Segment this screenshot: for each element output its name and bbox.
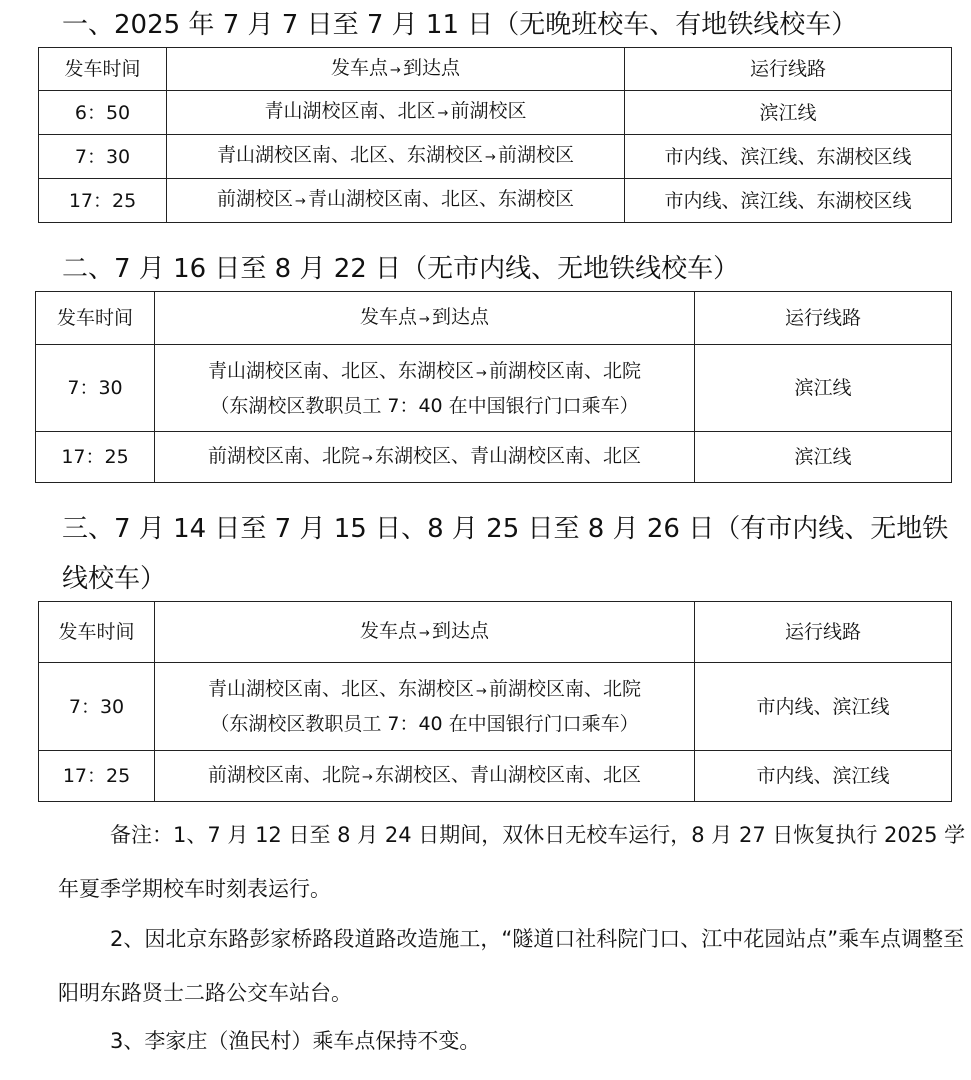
header-from-to: 发车点 → 到达点 [167, 48, 625, 91]
departure-time: 7：30 [39, 135, 167, 179]
header-from-to: 发车点 → 到达点 [155, 602, 695, 663]
departure-time: 17：25 [39, 179, 167, 223]
route: 滨江线 [625, 91, 952, 135]
note-3: 3、李家庄（渔民村）乘车点保持不变。 [110, 1029, 481, 1053]
staff-note: （东湖校区教职员工 7：40 在中国银行门口乘车） [210, 713, 639, 735]
from-to: 前湖校区南、北院 → 东湖校区、青山湖校区南、北区 [155, 751, 695, 802]
departure-time: 6：50 [39, 91, 167, 135]
table-row [39, 91, 952, 135]
section-2-title: 二、7 月 16 日至 8 月 22 日（无市内线、无地铁线校车） [62, 254, 740, 284]
from-to: 前湖校区南、北院 → 东湖校区、青山湖校区南、北区 [155, 432, 695, 483]
route: 滨江线 [695, 345, 952, 432]
header-time: 发车时间 [39, 48, 167, 91]
route: 滨江线 [695, 432, 952, 483]
from-to: 前湖校区 → 青山湖校区南、北区、东湖校区 [167, 179, 625, 223]
table-row [36, 345, 952, 432]
table-row [39, 135, 952, 179]
table-header-row [39, 48, 952, 91]
table-header-row [39, 602, 952, 663]
header-route: 运行线路 [695, 292, 952, 345]
table-row [39, 179, 952, 223]
header-time: 发车时间 [36, 292, 155, 345]
section-1-title: 一、2025 年 7 月 7 日至 7 月 11 日（无晚班校车、有地铁线校车） [62, 10, 858, 40]
staff-note: （东湖校区教职员工 7：40 在中国银行门口乘车） [210, 394, 639, 417]
table-row [36, 432, 952, 483]
schedule-table-2 [35, 291, 952, 483]
route: 市内线、滨江线 [695, 751, 952, 802]
route: 市内线、滨江线 [695, 663, 952, 751]
schedule-table-1 [38, 47, 952, 223]
note-2: 2、因北京东路彭家桥路段道路改造施工，“隧道口社科院门口、江中花园站点”乘车点调整至阳明东路贤士二路公交车站台。 [58, 927, 965, 1005]
table-row [39, 751, 952, 802]
header-time: 发车时间 [39, 602, 155, 663]
schedule-table-3 [38, 601, 952, 802]
route: 市内线、滨江线、东湖校区线 [625, 135, 952, 179]
table-header-row [36, 292, 952, 345]
from-to: 青山湖校区南、北区 → 前湖校区 [167, 91, 625, 135]
from-to: 青山湖校区南、北区、东湖校区 → 前湖校区南、北院 （东湖校区教职员工 7：40 在中国银行门口乘车） [155, 345, 695, 432]
header-from-to: 发车点 → 到达点 [155, 292, 695, 345]
section-3-title: 三、7 月 14 日至 7 月 15 日、8 月 25 日至 8 月 26 日（有市内线、无地铁线校车） [62, 514, 949, 594]
table-row [39, 663, 952, 751]
departure-time: 7：30 [39, 663, 155, 751]
route: 市内线、滨江线、东湖校区线 [625, 179, 952, 223]
from-to: 青山湖校区南、北区、东湖校区 → 前湖校区 [167, 135, 625, 179]
departure-time: 7：30 [36, 345, 155, 432]
departure-time: 17：25 [39, 751, 155, 802]
header-route: 运行线路 [695, 602, 952, 663]
departure-time: 17：25 [36, 432, 155, 483]
from-to: 青山湖校区南、北区、东湖校区 → 前湖校区南、北院 （东湖校区教职员工 7：40 在中国银行门口乘车） [155, 663, 695, 751]
header-route: 运行线路 [625, 48, 952, 91]
note-1: 备注：1、7 月 12 日至 8 月 24 日期间，双休日无校车运行，8 月 27 日恢复执行 2025 学年夏季学期校车时刻表运行。 [58, 823, 966, 901]
